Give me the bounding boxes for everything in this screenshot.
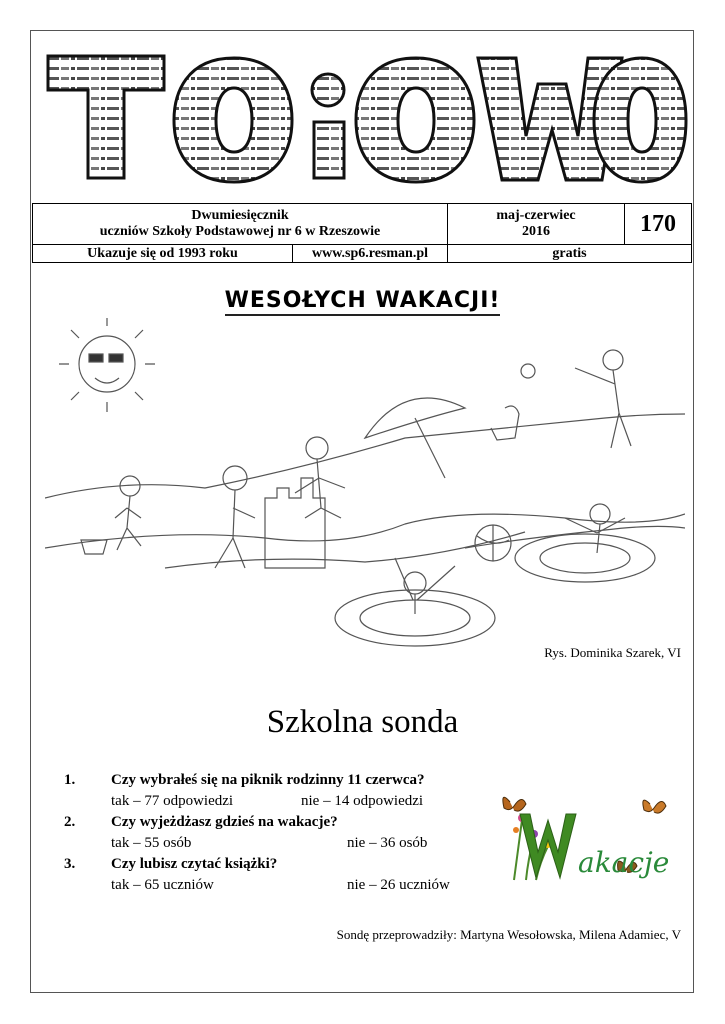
survey-question: [64, 812, 504, 854]
butterfly-icon: [503, 797, 526, 811]
survey-credit: Sondę przeprowadziły: Martyna Wesołowska, Milena Adamiec, V: [336, 927, 681, 942]
price-label: gratis: [448, 245, 692, 263]
drawing-title: [0, 288, 725, 313]
answer-yes: tak – 77 odpowiedzi: [111, 793, 234, 809]
drawing-title-text: WESOŁYCH WAKACJI!: [225, 288, 501, 316]
publication-type: Dwumiesięcznik: [191, 208, 289, 223]
answer-no: nie – 26 uczniów: [347, 877, 450, 893]
question-number: 1.: [64, 772, 76, 788]
svg-text:akacje: akacje: [578, 846, 670, 879]
survey-question: [64, 854, 504, 896]
published-since: Ukazuje się od 1993 roku: [33, 245, 293, 263]
question-text: Czy wybrałeś się na piknik rodzinny 11 czerwca?: [111, 772, 425, 788]
answer-yes: tak – 55 osób: [111, 835, 192, 851]
publication-info-cell: [33, 204, 448, 245]
answer-no: nie – 14 odpowiedzi: [301, 793, 424, 809]
website-link[interactable]: www.sp6.resman.pl: [293, 245, 448, 263]
survey-title: Szkolna sonda: [266, 704, 459, 740]
survey-question: [64, 770, 504, 812]
beach-drawing: [45, 318, 685, 658]
question-text: Czy lubisz czytać książki?: [111, 856, 278, 872]
survey-questions: [64, 770, 504, 896]
question-number: 2.: [64, 814, 76, 830]
issue-year: 2016: [522, 224, 550, 239]
question-number: 3.: [64, 856, 76, 872]
issue-number: 170: [625, 204, 692, 245]
masthead-logo: [46, 44, 688, 194]
wakacje-logo: [500, 790, 690, 890]
question-text: Czy wyjeżdżasz gdzieś na wakacje?: [111, 814, 338, 830]
butterfly-icon: [643, 800, 666, 813]
school-name: uczniów Szkoły Podstawowej nr 6 w Rzeszowie: [99, 224, 381, 239]
answer-no: nie – 36 osób: [347, 835, 428, 851]
sun-icon: [59, 318, 155, 412]
issue-info-table: [32, 203, 692, 263]
answer-yes: tak – 65 uczniów: [111, 877, 214, 893]
drawing-credit: Rys. Dominika Szarek, VI: [544, 645, 681, 660]
issue-period-cell: [448, 204, 625, 245]
issue-period: maj-czerwiec: [496, 208, 576, 223]
